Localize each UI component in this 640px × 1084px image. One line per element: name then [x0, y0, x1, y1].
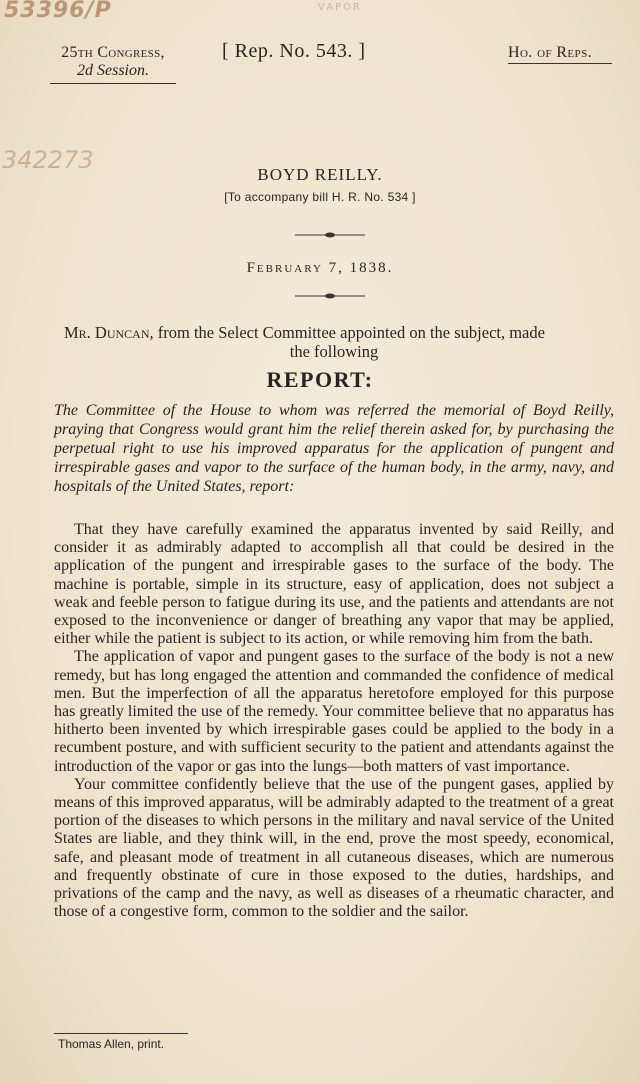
report-preamble: The Committee of the House to whom was referred the memorial of Boyd Reilly, praying that Congress would grant him the relief therein asked for, by purchasing the perpetual right to use his improved apparatus for the application of pungent and irrespirable gases and vapor to the surface of the human body, in the army, navy, and hospitals of the United States, report:	[54, 402, 614, 495]
ornament-divider	[295, 293, 365, 299]
document-title: BOYD REILLY.	[257, 165, 383, 184]
handwritten-margin-number: 342273	[2, 146, 94, 174]
header-rule-right	[508, 63, 612, 64]
congress-session-block	[50, 44, 176, 84]
report-number: [ Rep. No. 543. ]	[222, 40, 366, 62]
faint-stamp-text: VAPOR	[318, 2, 362, 13]
intro-statement	[54, 323, 614, 361]
printer-credit: Thomas Allen, print.	[58, 1037, 165, 1051]
header-rule-left	[50, 83, 176, 84]
ornament-divider	[295, 232, 365, 238]
printer-rule	[54, 1033, 188, 1034]
house-label: Ho. of Reps.	[508, 44, 592, 61]
body-paragraph: The application of vapor and pungent gases to the surface of the body is not a new remedy, but has long engaged the attention and commanded the confidence of medical men. But the imperfection of all the apparatus heretofore employed for this purpose has greatly limited the use of the remedy. Your committee believe that no apparatus has hitherto been invented by which irrespirable gases could be applied to the body in a recumbent posture, and with sufficient security to the patient and attendants against the introduction of the vapor or gas into the lungs—both matters of vast importance.	[54, 648, 614, 775]
accompany-note: [To accompany bill H. R. No. 534 ]	[224, 190, 416, 204]
handwritten-catalog-number: 53396/P	[4, 0, 112, 23]
report-heading: REPORT:	[266, 367, 374, 392]
body-paragraph: Your committee confidently believe that the use of the pungent gases, applied by means of this improved apparatus, will be admirably adapted to the treatment of a great portion of the diseases to which persons in the military and naval service of the United States are liable, and they think will, in the end, prove the most speedy, economical, safe, and pleasant mode of treatment in all cutaneous diseases, which are numerous and frequently obstinate of cure in those exposed to the duties, hardships, and privations of the camp and the navy, as well as diseases of a rheumatic character, and those of a congestive form, common to the soldier and the sailor.	[54, 775, 614, 921]
house-block	[508, 44, 612, 64]
speaker-name: Mr. Duncan,	[64, 323, 154, 342]
intro-line-2: the following	[289, 342, 379, 361]
intro-line-1: from the Select Committee appointed on the subject, made	[157, 323, 545, 342]
report-date: February 7, 1838.	[246, 260, 394, 276]
report-body	[54, 521, 614, 921]
congress-label: 25th Congress,	[61, 44, 165, 61]
session-label: 2d Session.	[77, 62, 149, 79]
body-paragraph: That they have carefully examined the apparatus invented by said Reilly, and consider it as admirably adapted to accomplish all that could be desired in the application of the pungent and irrespirable gases to the surface of the body. The machine is portable, simple in its structure, easy of application, does not subject a weak and feeble person to fatigue during its use, and the patients and attendants are not exposed to the inconvenience or danger of breathing any vapor that may be applied, either while the patient is subject to its action, or while removing him from the bath.	[54, 521, 614, 648]
